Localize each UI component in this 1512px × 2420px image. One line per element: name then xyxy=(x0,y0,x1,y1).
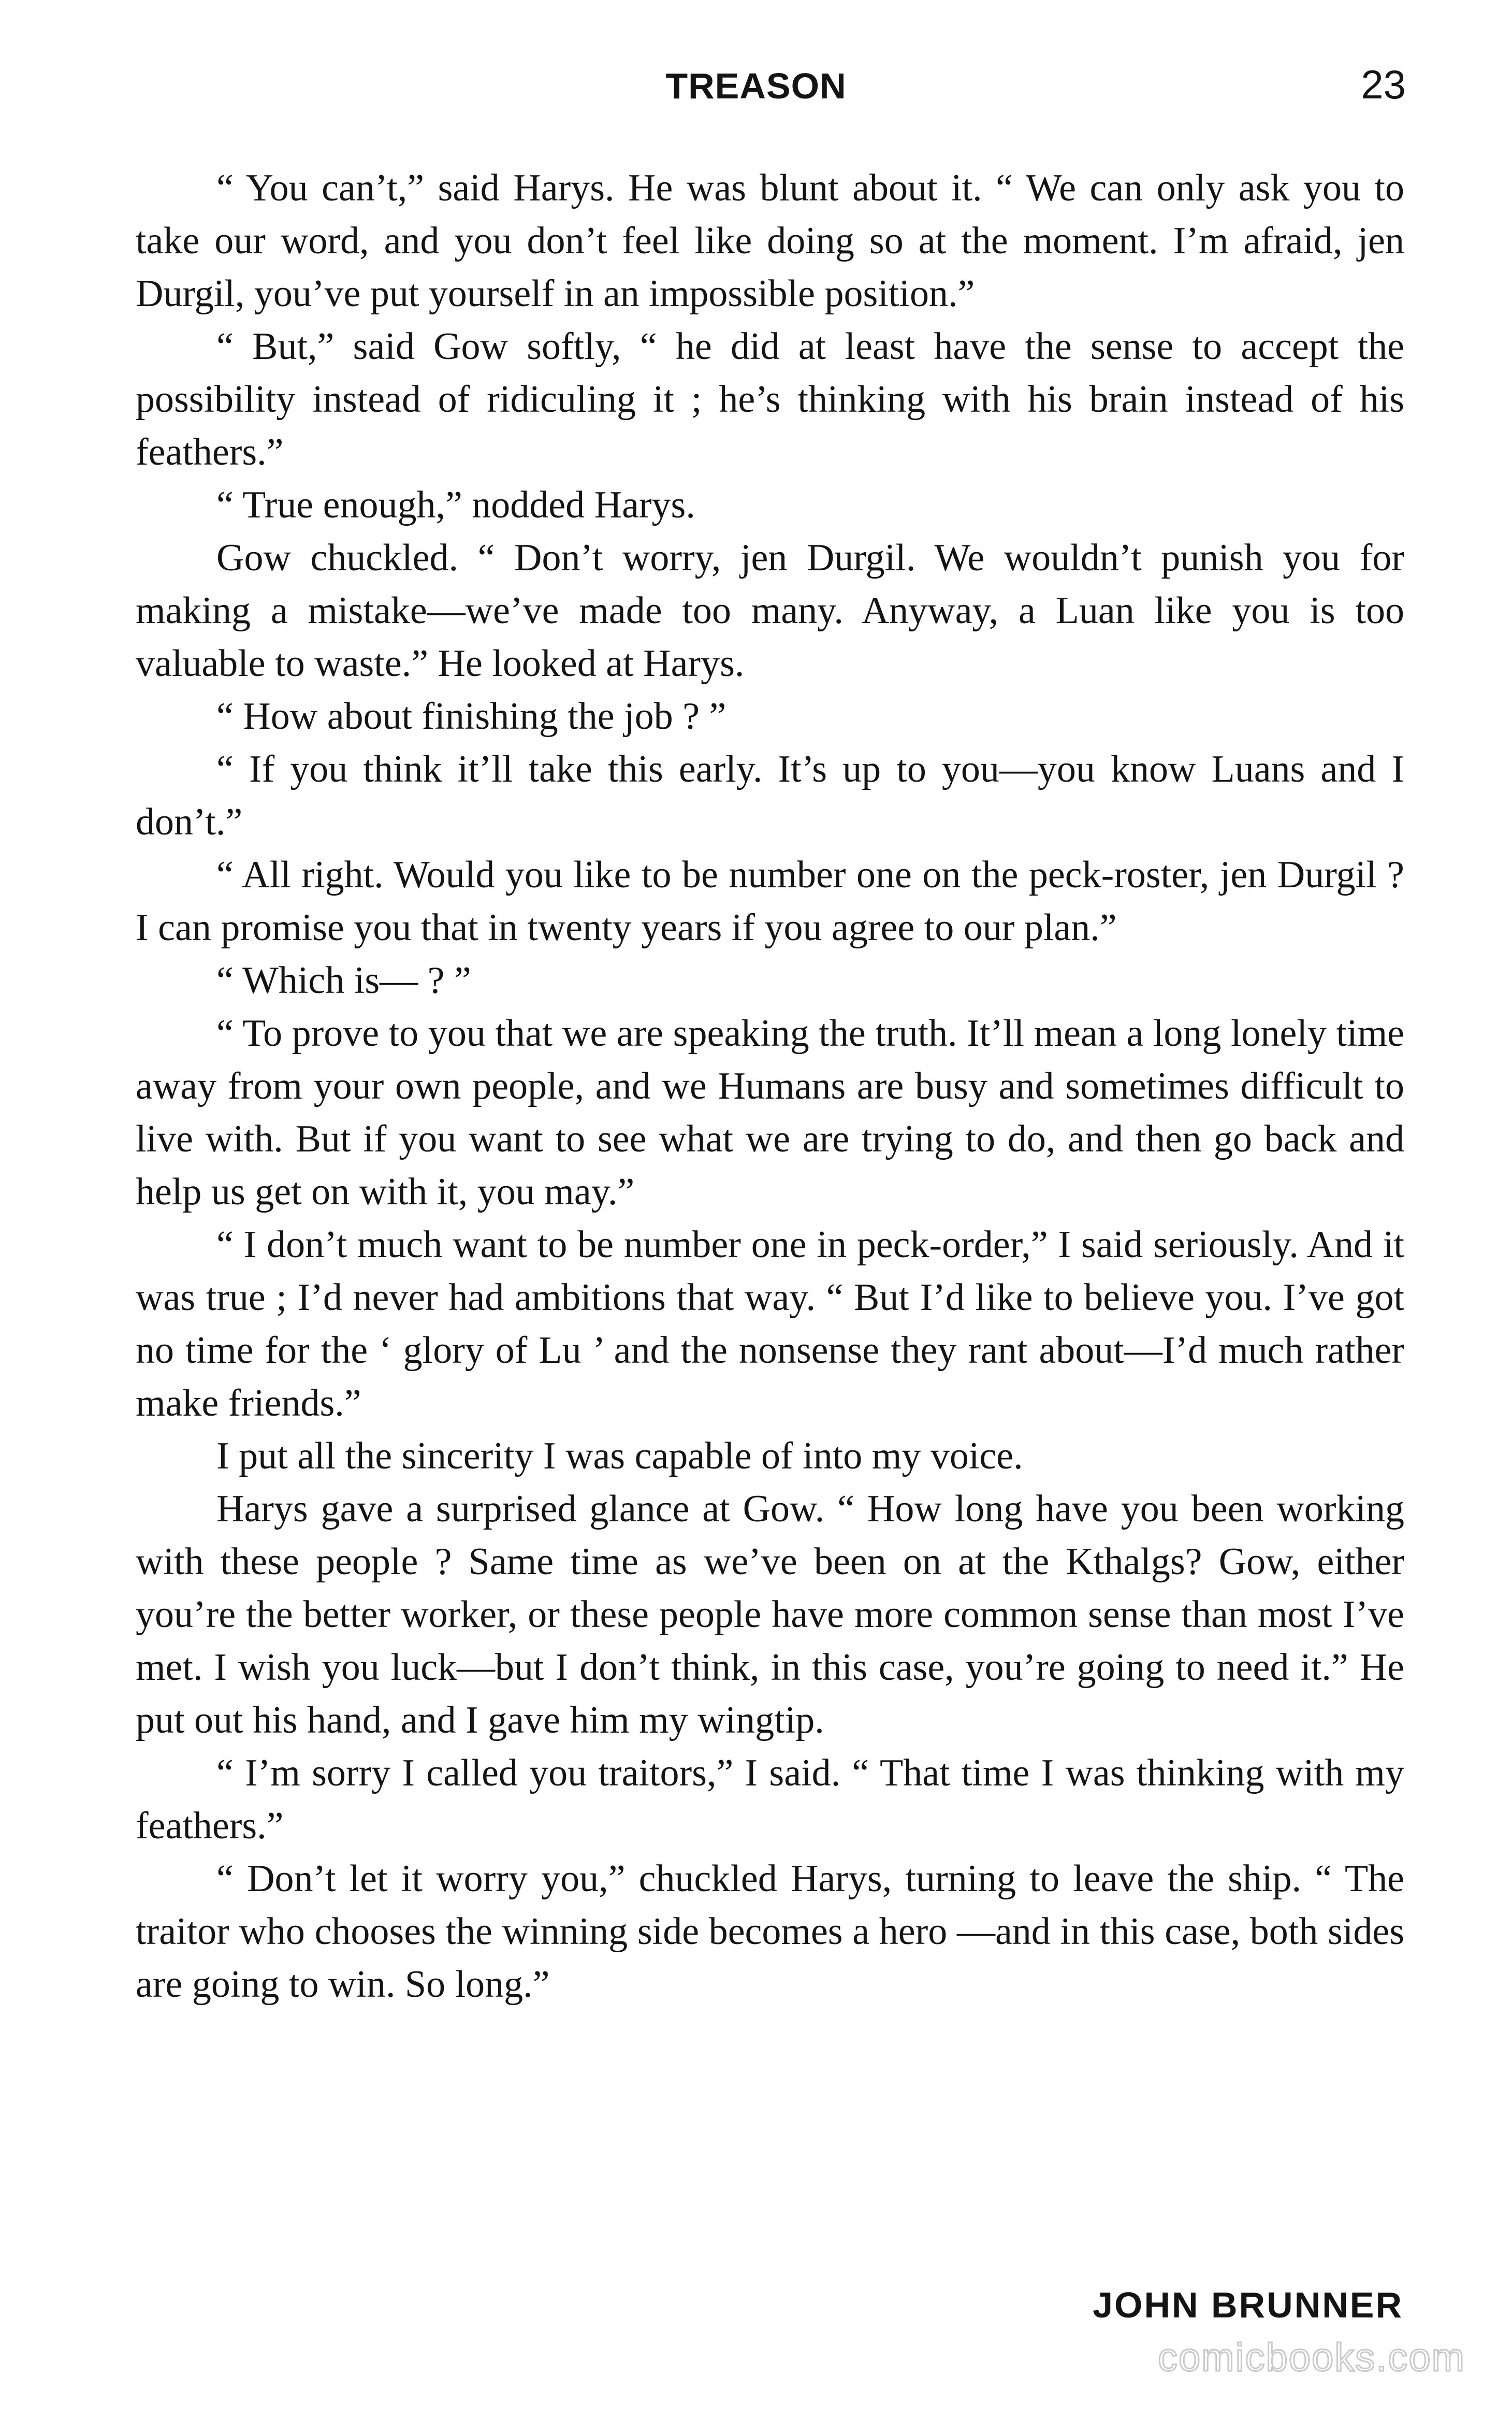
paragraph: Harys gave a surprised glance at Gow. “ How long have you been working with these people ? Same time as we’ve been on at the Kthalgs? Gow, either you’re the better worker, or these people have more common sense than most I’ve met. I wish you luck—but I don’t think, in this case, you’re going to need it.” He put out his hand, and I gave him my wingtip. xyxy=(136,1488,1404,1741)
paragraph: “ Don’t let it worry you,” chuckled Harys, turning to leave the ship. “ The traitor who chooses the winning side becomes a hero —and in this case, both sides are going to win. So long.” xyxy=(136,1857,1404,2006)
watermark: comicbooks.com xyxy=(1158,2336,1465,2380)
author-byline: JOHN BRUNNER xyxy=(1093,2285,1403,2325)
paragraph: “ How about finishing the job ? ” xyxy=(216,695,726,738)
paragraph: “ I don’t much want to be number one in peck-order,” I said seriously. And it was true ; I’d never had ambitions that way. “ But I’d like to believe you. I’ve got no time for the ‘ glory of Lu ’ and the nonsense they rant about—I’d much rather make friends.” xyxy=(136,1223,1404,1424)
paragraph: “ To prove to you that we are speaking the truth. It’ll mean a long lonely time away from your own people, and we Humans are busy and sometimes difficult to live with. But if you want to see what we are trying to do, and then go back and help us get on with it, you may.” xyxy=(136,1012,1404,1213)
running-title: TREASON xyxy=(665,66,847,106)
page-header xyxy=(0,56,1512,118)
paragraph: “ Which is— ? ” xyxy=(216,959,471,1002)
paragraph: “ All right. Would you like to be number one on the peck-roster, jen Durgil ? I can promise you that in twenty years if you agree to our plan.” xyxy=(136,854,1404,949)
paragraph: Gow chuckled. “ Don’t worry, jen Durgil. We wouldn’t punish you for making a mistake—we’ve made too many. Anyway, a Luan like you is too valuable to waste.” He looked at Harys. xyxy=(136,537,1404,685)
paragraph: “ I’m sorry I called you traitors,” I said. “ That time I was thinking with my feathers.” xyxy=(136,1752,1404,1847)
paragraph: “ If you think it’ll take this early. It’s up to you—you know Luans and I don’t.” xyxy=(136,748,1404,843)
paragraph: I put all the sincerity I was capable of into my voice. xyxy=(216,1435,1023,1477)
paragraph: “ You can’t,” said Harys. He was blunt about it. “ We can only ask you to take our word, and you don’t feel like doing so at the moment. I’m afraid, jen Durgil, you’ve put yourself in an impossible position.” xyxy=(136,167,1404,315)
paragraph: “ True enough,” nodded Harys. xyxy=(216,484,695,526)
page-number: 23 xyxy=(1361,62,1406,107)
paragraph: “ But,” said Gow softly, “ he did at least have the sense to accept the possibility instead of ridiculing it ; he’s thinking with his brain instead of his feathers.” xyxy=(136,325,1404,473)
story-text xyxy=(136,162,1404,2011)
